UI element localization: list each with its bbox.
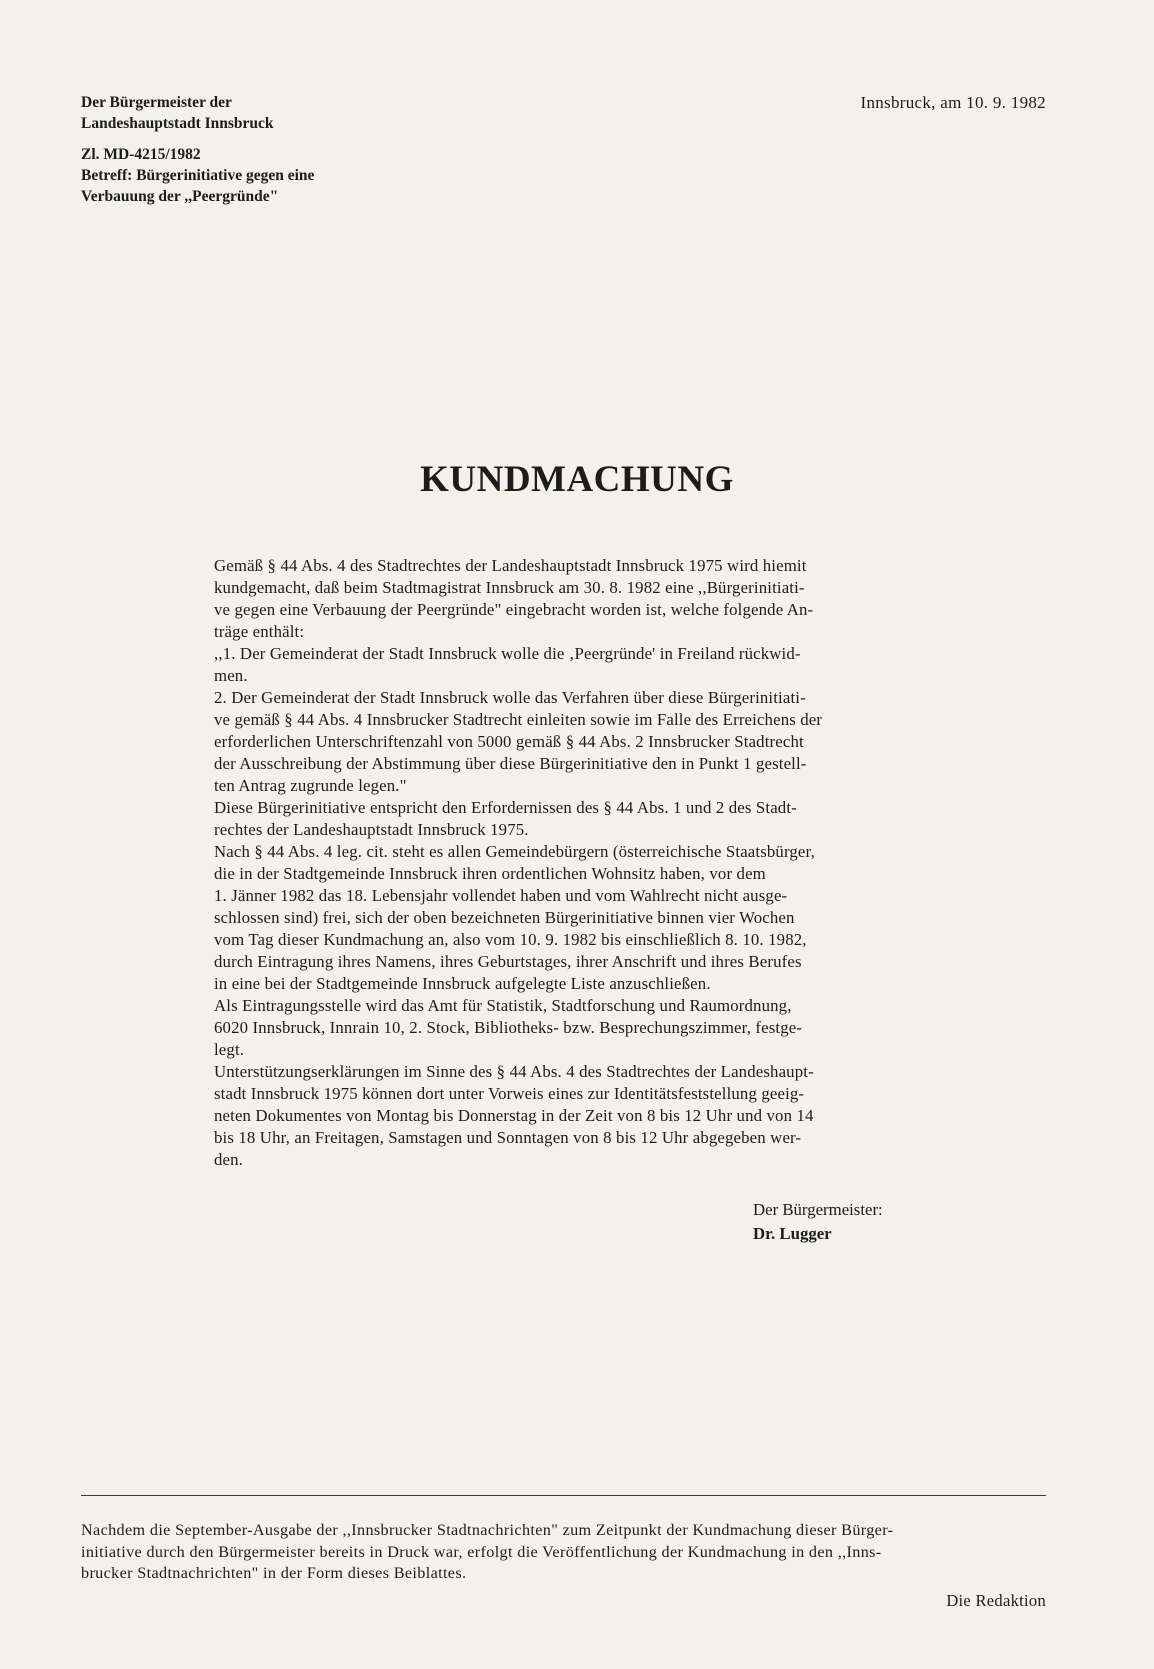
body-line: ten Antrag zugrunde legen."	[214, 776, 407, 795]
subject-line: Verbauung der ,,Peergründe"	[81, 188, 279, 205]
body-line: 6020 Innsbruck, Innrain 10, 2. Stock, Bibliotheks- bzw. Besprechungszimmer, festge-	[214, 1018, 803, 1037]
body-line: Als Eintragungsstelle wird das Amt für Statistik, Stadtforschung und Raumordnung,	[214, 996, 792, 1015]
document-date: Innsbruck, am 10. 9. 1982	[860, 93, 1046, 112]
body-text	[214, 555, 910, 1171]
sender-line: Der Bürgermeister der	[81, 94, 232, 111]
body-line: 1. Jänner 1982 das 18. Lebensjahr vollendet haben und vom Wahlrecht nicht ausge-	[214, 886, 788, 905]
body-line: 2. Der Gemeinderat der Stadt Innsbruck wolle das Verfahren über diese Bürgerinitiati-	[214, 688, 806, 707]
editorial-note	[81, 1520, 1047, 1585]
body-line: träge enthält:	[214, 622, 305, 641]
subject-line: Betreff: Bürgerinitiative gegen eine	[81, 167, 315, 184]
editorial-signoff: Die Redaktion	[946, 1591, 1046, 1610]
body-line: den.	[214, 1150, 244, 1169]
sender-line: Landeshauptstadt Innsbruck	[81, 115, 274, 132]
body-line: Unterstützungserklärungen im Sinne des § 44 Abs. 4 des Stadtrechtes der Landeshaupt-	[214, 1062, 814, 1081]
reference-number: Zl. MD-4215/1982	[81, 146, 201, 163]
body-line: ,,1. Der Gemeinderat der Stadt Innsbruck wolle die ‚Peergründe' in Freiland rückwid-	[214, 644, 801, 663]
body-line: ve gemäß § 44 Abs. 4 Innsbrucker Stadtrecht einleiten sowie im Falle des Erreichens der	[214, 710, 823, 729]
body-line: schlossen sind) frei, sich der oben bezeichneten Bürgerinitiative binnen vier Wochen	[214, 908, 795, 927]
body-line: neten Dokumentes von Montag bis Donnerstag in der Zeit von 8 bis 12 Uhr und von 14	[214, 1106, 814, 1125]
signature-role: Der Bürgermeister:	[753, 1200, 883, 1219]
body-line: Nach § 44 Abs. 4 leg. cit. steht es allen Gemeindebürgern (österreichische Staatsbürger,	[214, 842, 815, 861]
body-line: bis 18 Uhr, an Freitagen, Samstagen und Sonntagen von 8 bis 12 Uhr abgegeben wer-	[214, 1128, 802, 1147]
body-line: die in der Stadtgemeinde Innsbruck ihren ordentlichen Wohnsitz haben, vor dem	[214, 864, 766, 883]
body-line: ve gegen eine Verbauung der Peergründe" eingebracht worden ist, welche folgende An-	[214, 600, 814, 619]
body-line: stadt Innsbruck 1975 können dort unter Vorweis eines zur Identitätsfeststellung geeig-	[214, 1084, 805, 1103]
body-line: vom Tag dieser Kundmachung an, also vom 10. 9. 1982 bis einschließlich 8. 10. 1982,	[214, 930, 807, 949]
signature-name: Dr. Lugger	[753, 1224, 832, 1243]
body-line: Gemäß § 44 Abs. 4 des Stadtrechtes der Landeshauptstadt Innsbruck 1975 wird hiemit	[214, 556, 807, 575]
document-title: KUNDMACHUNG	[420, 459, 734, 500]
body-line: kundgemacht, daß beim Stadtmagistrat Innsbruck am 30. 8. 1982 eine ,,Bürgerinitiati-	[214, 578, 805, 597]
body-line: men.	[214, 666, 248, 685]
body-line: erforderlichen Unterschriftenzahl von 5000 gemäß § 44 Abs. 2 Innsbrucker Stadtrecht	[214, 732, 804, 751]
sender-block	[81, 92, 481, 207]
body-line: durch Eintragung ihres Namens, ihres Geburtstages, ihrer Anschrift und ihres Berufes	[214, 952, 802, 971]
horizontal-divider	[81, 1495, 1046, 1496]
note-line: initiative durch den Bürgermeister bereits in Druck war, erfolgt die Veröffentlichung der Kundmachung in den ,,Inns-	[81, 1542, 882, 1561]
note-line: Nachdem die September-Ausgabe der ,,Innsbrucker Stadtnachrichten" zum Zeitpunkt der Kundmachung dieser Bürger-	[81, 1521, 894, 1539]
body-line: der Ausschreibung der Abstimmung über diese Bürgerinitiative den in Punkt 1 gestell-	[214, 754, 807, 773]
body-line: in eine bei der Stadtgemeinde Innsbruck aufgelegte Liste anzuschließen.	[214, 974, 711, 993]
body-line: legt.	[214, 1040, 245, 1059]
signature-block	[753, 1198, 953, 1246]
body-line: Diese Bürgerinitiative entspricht den Erfordernissen des § 44 Abs. 1 und 2 des Stadt-	[214, 798, 797, 817]
note-line: brucker Stadtnachrichten" in der Form dieses Beiblattes.	[81, 1564, 467, 1582]
body-line: rechtes der Landeshauptstadt Innsbruck 1975.	[214, 820, 529, 839]
